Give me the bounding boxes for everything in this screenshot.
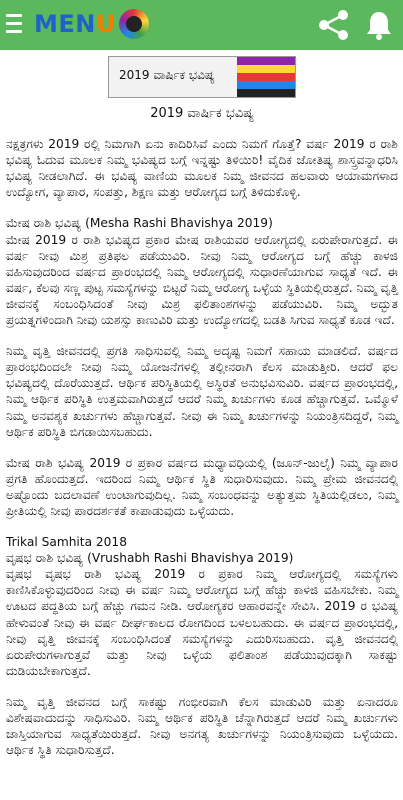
mesha-paragraph-3: ಮೇಷ ರಾಶಿ ಭವಿಷ್ಯ 2019 ರ ಪ್ರಕಾರ ವರ್ಷದ ಮಧ್ಯಾವಧಿಯಲ್ಲಿ (ಜೂನ್-ಜುಲೈ) ನಿಮ್ಮ ವ್ಯಾಪಾರ ಪ್ರಗತಿ ಹೊಂದುತ್ತದೆ. ಇದರಿಂದ ನಿಮ್ಮ ಆರ್ಥಿಕ ಸ್ಥಿತಿ ಸುಧಾರಿಸುವುದು. ನಿಮ್ಮ ಪ್ರೇಮ ಜೀವನದಲ್ಲಿ ಅಷ್ಟೊಂದು ಬದಲಾವಣೆ ಉಂಟಾಗುವುದಿಲ್ಲ. ನಿಮ್ಮ ಸಂಬಂಧವನ್ನು ಅತ್ಯುತ್ತಮ ಸ್ಥಿತಿಯಲ್ಲಿಡಲು, ನಿಮ್ಮ ಪ್ರೀತಿಯಲ್ಲಿ ನೀವು ಪಾರದರ್ಶಕತೆ ಕಾಪಾಡುವುದು ಒಳ್ಳೆಯದು.	[6, 455, 398, 518]
mesha-paragraph-1: ಮೇಷ 2019 ರ ರಾಶಿ ಭವಿಷ್ಯದ ಪ್ರಕಾರ ಮೇಷ ರಾಶಿಯವರ ಆರೋಗ್ಯದಲ್ಲಿ ಏರುಪೇರಾಗುತ್ತದೆ. ಈ ವರ್ಷ ನೀವು ಮಿಶ್ರ ಪ್ರತಿಫಲ ಪಡೆಯುವಿರಿ. ನೀವು ನಿಮ್ಮ ಆರೋಗ್ಯದ ಬಗ್ಗೆ ಹೆಚ್ಚು ಕಾಳಜಿ ವಹಿಸುವುದರಿಂದ ವರ್ಷದ ಪ್ರಾರಂಭದಲ್ಲಿ ನಿಮ್ಮ ಆರೋಗ್ಯದಲ್ಲಿ ಸುಧಾರಣೆಯಾಗುವ ಸಾಧ್ಯತೆ ಇದೆ. ಈ ವರ್ಷ, ಕೆಲವು ಸಣ್ಣ ಪುಟ್ಟ ಸಮಸ್ಯೆಗಳನ್ನು ಬಿಟ್ಟರೆ ನಿಮ್ಮ ಆರೋಗ್ಯ ಒಳ್ಳೆಯ ಸ್ಥಿತಿಯಲ್ಲಿರುತ್ತದೆ. ನಿಮ್ಮ ವೃತ್ತಿ ಜೀವನಕ್ಕೆ ಸಂಬಂಧಿಸಿದಂತೆ ನೀವು ಮಿಶ್ರ ಫಲಿತಾಂಶಗಳನ್ನು ಪಡೆಯುವಿರಿ. ನಿಮ್ಮ ಅದ್ಭುತ ಪ್ರಯತ್ನಗಳಿಂದಾಗಿ ನೀವು ಯಶಸ್ಸು ಕಾಣುವಿರಿ ಮತ್ತು ಉದ್ಯೋಗದಲ್ಲಿ ಬಡತಿ ಸಿಗುವ ಸಾಧ್ಯತೆ ಕೂಡ ಇದೆ.	[6, 232, 398, 328]
mesha-paragraph-2: ನಿಮ್ಮ ವೃತ್ತಿ ಜೀವನದಲ್ಲಿ ಪ್ರಗತಿ ಸಾಧಿಸುವಲ್ಲಿ ನಿಮ್ಮ ಅದೃಷ್ಟ ನಿಮಗೆ ಸಹಾಯ ಮಾಡಲಿದೆ. ವರ್ಷದ ಪ್ರಾರಂಭದಿಂದಲೇ ನೀವು ನಿಮ್ಮ ಯೋಜನೆಗಳಲ್ಲಿ ತಲ್ಲೀನರಾಗಿ ಕೆಲಸ ಮಾಡುತ್ತೀರಿ. ಆದರೆ ಫಲ ಭವಿಷ್ಯದಲ್ಲಿ ದೊರೆಯುತ್ತದೆ. ಆರ್ಥಿಕ ಪರಿಸ್ಥಿತಿಯಲ್ಲಿ ಅಸ್ಥಿರತೆ ಅನುಭವಿಸುವಿರಿ. ವರ್ಷದ ಪ್ರಾರಂಭದಲ್ಲಿ, ನಿಮ್ಮ ಆರ್ಥಿಕ ಪರಿಸ್ಥಿತಿ ಉತ್ತಮವಾಗಿರುತ್ತದೆ ಆದರೆ ನಿಮ್ಮ ಖರ್ಚುಗಳು ಕೂಡ ಹೆಚ್ಚಾಗುತ್ತವೆ. ಒಮ್ಮೊಳೆ ನಿಮ್ಮ ಅನವಶ್ಯಕ ಖರ್ಚುಗಳು ಹೆಚ್ಚಾಗುತ್ತವೆ. ನೀವು ಈ ನಿಮ್ಮ ಖರ್ಚುಗಳನ್ನು ನಿಯಂತ್ರಿಸದಿದ್ದರೆ, ನಿಮ್ಮ ಆರ್ಥಿಕ ಪರಿಸ್ಥಿತಿ ಬಿಗಡಾಯಿಸಬಹುದು.	[6, 344, 398, 439]
mesha-heading: ಮೇಷ ರಾಶಿ ಭವಿಷ್ಯ (Mesha Rashi Bhavishya 2019)	[6, 216, 273, 231]
share-icon[interactable]	[317, 10, 351, 44]
banner-text: 2019 ವಾರ್ಷಿಕ ಭವಿಷ್ಯ	[119, 68, 215, 82]
hamburger-menu-icon[interactable]	[6, 14, 22, 34]
vrushabh-section	[6, 534, 398, 679]
article-banner-image	[108, 56, 296, 98]
article-title: 2019 ವಾರ್ಷಿಕ ಭವಿಷ್ಯ	[150, 106, 254, 121]
banner-color-stripes	[237, 57, 295, 97]
bell-icon[interactable]	[366, 10, 392, 44]
vrushabh-paragraph-2: ನಿಮ್ಮ ವೃತ್ತಿ ಜೀವನದ ಬಗ್ಗೆ ಸಾಕಷ್ಟು ಗಂಭೀರವಾಗಿ ಕೆಲಸ ಮಾಡುವಿರಿ ಮತ್ತು ಏನಾದರೂ ವಿಶೇಷವಾದುದನ್ನು ಸಾಧಿಸುವಿರಿ. ನಿಮ್ಮ ಆರ್ಥಿಕ ಪರಿಸ್ಥಿತಿ ಚೆನ್ನಾಗಿರುತ್ತದೆ ಆದರೆ ನಿಮ್ಮ ಖರ್ಚುಗಳು ಜಾಸ್ತಿಯಾಗುವ ಸಾಧ್ಯತೆಯಿರುತ್ತದೆ. ನೀವು ಅನಗತ್ಯ ಖರ್ಚುಗಳನ್ನು ನಿಯಂತ್ರಿಸುವುದು ಒಳ್ಳೆಯದು. ಆರ್ಥಿಕ ಸ್ಥಿತಿ ಸುಧಾರಿಸುತ್ತದೆ.	[6, 694, 398, 758]
top-app-bar	[0, 0, 403, 50]
logo-text-men: MEN	[34, 10, 96, 38]
app-logo-text	[34, 10, 116, 38]
trikal-heading: Trikal Samhita 2018	[6, 535, 127, 550]
logo-text-u: U	[95, 10, 116, 38]
article-intro: ನಕ್ಷತ್ರಗಳು 2019 ರಲ್ಲಿ ನಿಮಗಾಗಿ ಏನು ಕಾದಿರಿಸಿವೆ ಎಂದು ನಿಮಗೆ ಗೊತ್ತೆ? ವರ್ಷ 2019 ರ ರಾಶಿ ಭವಿಷ್ಯ ಓದುವ ಮೂಲಕ ನಿಮ್ಮ ಭವಿಷ್ಯದ ಬಗ್ಗೆ ಇನ್ನಷ್ಟು ತಿಳಿಯಿರಿ! ವೈದಿಕ ಜೋತಿಷ್ಯ ಶಾಸ್ತ್ರವನ್ನಾಧರಿಸಿ ಭವಿಷ್ಯ ನೀಡಲಾಗಿದೆ. ಈ ಭವಿಷ್ಯ ವಾಣಿಯ ಮೂಲಕ ನಿಮ್ಮ ಜೀವನದ ಹಲವಾರು ಆಯಾಮಗಳಾದ ಉದ್ಯೋಗ, ವ್ಯಾಪಾರ, ಸಂಪತ್ತು, ಶಿಕ್ಷಣ ಮತ್ತು ಆರೋಗ್ಯದ ಬಗ್ಗೆ ತಿಳಿದುಕೊಳ್ಳಿ.	[6, 137, 398, 200]
vrushabh-heading: ವೃಷಭ ರಾಶಿ ಭವಿಷ್ಯ (Vrushabh Rashi Bhavishya 2019)	[6, 551, 294, 566]
vrushabh-paragraph-1: ವೃಷಭ ವೃಷಭ ರಾಶಿ ಭವಿಷ್ಯ 2019 ರ ಪ್ರಕಾರ ನಿಮ್ಮ ಆರೋಗ್ಯದಲ್ಲಿ ಸಮಸ್ಯೆಗಳು ಕಾಣಿಸಿಕೊಳ್ಳುವುದರಿಂದ ನೀವು ಈ ವರ್ಷ ನಿಮ್ಮ ಆರೋಗ್ಯದ ಬಗ್ಗೆ ಹೆಚ್ಚು ಕಾಳಜಿ ವಹಿಸಬೇಕು. ನಿಮ್ಮ ಊಟದ ಪದ್ಧತಿಯ ಬಗ್ಗೆ ಹೆಚ್ಚು ಗಮನ ನೀಡಿ. ಆರೋಗ್ಯಕರ ಆಹಾರವನ್ನೇ ಸೇವಿಸಿ. 2019 ರ ಭವಿಷ್ಯ ಹೇಳುವಂತೆ ನೀವು ಈ ವರ್ಷ ದೀರ್ಘಕಾಲದ ರೋಗದಿಂದ ಬಳಲಬಹುದು. ಈ ವರ್ಷದ ಪ್ರಾರಂಭದಲ್ಲಿ, ನೀವು ವೃತ್ತಿ ಜೀವನಕ್ಕೆ ಸಂಬಂಧಿಸಿದಂತೆ ಸಮಸ್ಯೆಗಳನ್ನು ಎದುರಿಸಬಹುದು. ವೃತ್ತಿ ಜೀವನದಲ್ಲಿ ಏರುಪೇರುಗಳಾಗುತ್ತವೆ ಮತ್ತು ನೀವು ಒಳ್ಳೆಯ ಫಲಿತಾಂಶ ಪಡೆಯುವುದಕ್ಕಾಗಿ ಸಾಕಷ್ಟು ದುಡಿಯಬೇಕಾಗುತ್ತದೆ.	[6, 567, 398, 678]
app-logo-emblem	[119, 9, 149, 39]
mesha-section	[6, 215, 398, 328]
article-content	[6, 100, 398, 773]
